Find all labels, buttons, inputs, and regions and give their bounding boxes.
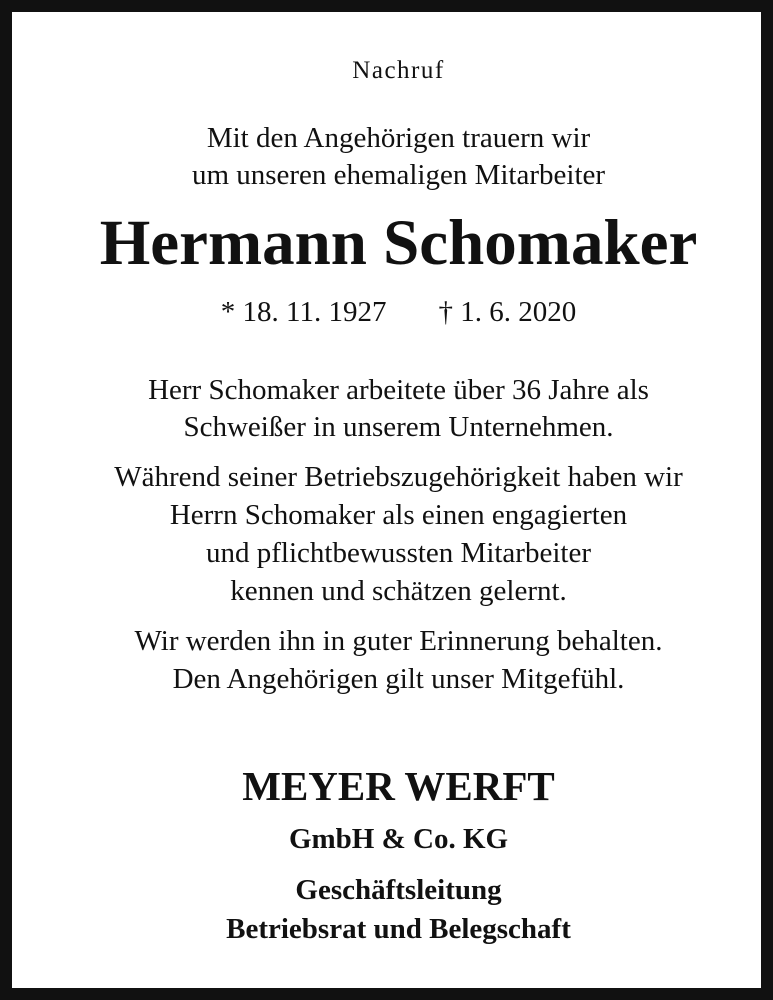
tribute-line: Schweißer in unserem Unternehmen. xyxy=(183,411,614,443)
death-date: † 1. 6. 2020 xyxy=(438,296,577,328)
birth-date: * 18. 11. 1927 xyxy=(220,296,387,328)
signatory-line: Geschäftsleitung xyxy=(295,874,502,906)
intro-line: um unseren ehemaligen Mitarbeiter xyxy=(191,159,606,191)
tribute-line: Den Angehörigen gilt unser Mitgefühl. xyxy=(172,663,625,695)
obituary-heading: Nachruf xyxy=(352,57,445,84)
tribute-line: und pflichtbewussten Mitarbeiter xyxy=(206,537,591,569)
tribute-line: Herr Schomaker arbeitete über 36 Jahre als xyxy=(148,374,649,406)
tribute-line: kennen und schätzen gelernt. xyxy=(230,575,567,607)
signatory-line: Betriebsrat und Belegschaft xyxy=(226,913,571,945)
intro-line: Mit den Angehörigen trauern wir xyxy=(206,122,591,154)
company-legal-form: GmbH & Co. KG xyxy=(288,823,509,855)
company-name: MEYER WERFT xyxy=(242,763,555,809)
life-dates xyxy=(24,298,773,327)
tribute-line: Wir werden ihn in guter Erinnerung behalten. xyxy=(134,625,663,657)
obituary-content xyxy=(24,24,773,1000)
tribute-line: Herrn Schomaker als einen engagierten xyxy=(169,499,628,531)
deceased-name: Hermann Schomaker xyxy=(99,207,698,279)
tribute-line: Während seiner Betriebszugehörigkeit haben wir xyxy=(114,461,683,493)
